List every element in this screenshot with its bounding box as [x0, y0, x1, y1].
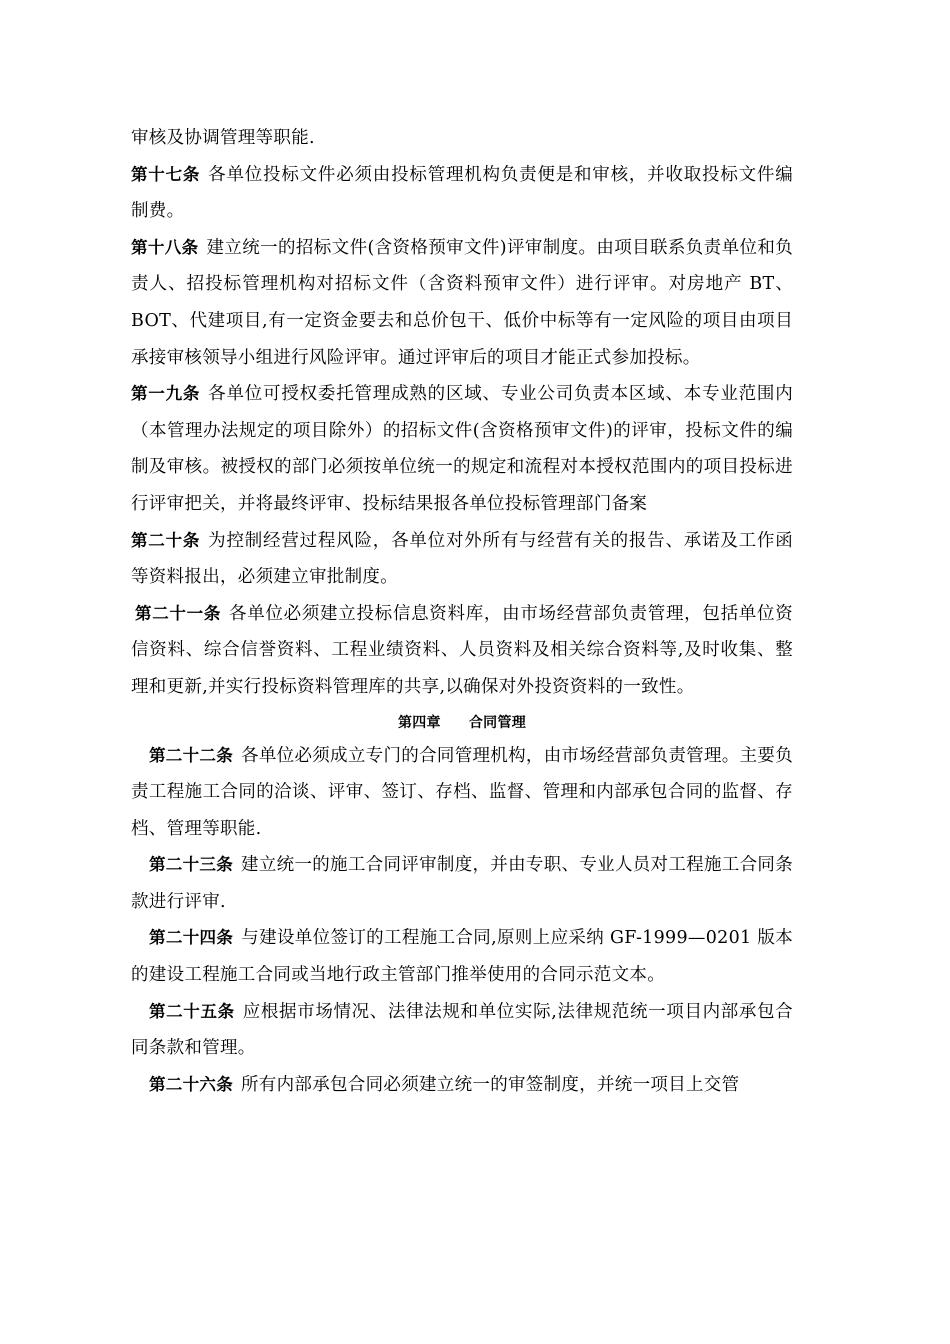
article-text: 所有内部承包合同必须建立统一的审签制度，并统一项目上交管 [241, 1074, 740, 1095]
article-text: 各单位必须成立专门的合同管理机构，由市场经营部负责管理。主要负责工程施工合同的洽谈、评审、签订、存档、监督、管理和内部承包合同的监督、存档、管理等职能. [131, 745, 793, 839]
article-text: 与建设单位签订的工程施工合同,原则上应采纳 GF-1999—0201 版本的建设工程施工合同或当地行政主管部门推举使用的合同示范文本。 [131, 928, 794, 986]
article-number: 第二十二条 [149, 745, 234, 765]
article-text: 各单位投标文件必须由投标管理机构负责便是和审核，并收取投标文件编制费。 [131, 164, 793, 222]
article-24 [131, 920, 793, 993]
article-number: 第二十四条 [149, 928, 234, 948]
chapter-heading [131, 706, 793, 738]
article-number: 第二十三条 [149, 855, 234, 875]
article-25 [131, 994, 793, 1067]
article-17 [131, 157, 793, 230]
article-22 [131, 738, 793, 848]
article-number: 第二十六条 [149, 1074, 233, 1094]
document-body [131, 120, 793, 1103]
article-18 [131, 230, 793, 376]
article-19 [131, 376, 793, 522]
article-20 [131, 523, 793, 596]
article-number: 第二十条 [131, 530, 201, 550]
paragraph-text: 审核及协调管理等职能. [131, 128, 315, 148]
article-text: 各单位必须建立投标信息资料库，由市场经营部负责管理，包括单位资信资料、综合信誉资料、工程业绩资料、人员资料及相关综合资料等,及时收集、整理和更新,并实行投标资料管理库的共享,以确保对外投资资料的一致性。 [131, 603, 793, 697]
article-number: 第十七条 [131, 164, 201, 184]
article-number: 第二十一条 [135, 603, 222, 623]
article-text: 建立统一的施工合同评审制度，并由专职、专业人员对工程施工合同条款进行评审. [131, 855, 793, 912]
article-text: 为控制经营过程风险，各单位对外所有与经营有关的报告、承诺及工作函等资料报出，必须建立审批制度。 [131, 530, 793, 588]
chapter-number: 第四章 [397, 714, 441, 731]
article-number: 第一九条 [131, 384, 201, 404]
article-text: 建立统一的招标文件(含资格预审文件)评审制度。由项目联系负责单位和负责人、招投标管理机构对招标文件（含资料预审文件）进行评审。对房地产 BT、BOT、代建项目,有一定资金要去和总价包干、低价中标等有一定风险的项目由项目承接审核领导小组进行风险评审。通过评审后的项目才能正式参加投标。 [131, 237, 794, 368]
article-text: 应根据市场情况、法律法规和单位实际,法律规范统一项目内部承包合同条款和管理。 [131, 1001, 793, 1059]
article-number: 第二十五条 [149, 1001, 235, 1021]
article-21 [131, 596, 793, 706]
article-number: 第十八条 [131, 237, 199, 257]
article-23 [131, 847, 793, 920]
article-26 [131, 1067, 793, 1104]
paragraph-continuation [131, 120, 793, 157]
article-text: 各单位可授权委托管理成熟的区域、专业公司负责本区域、本专业范围内（本管理办法规定的项目除外）的招标文件(含资格预审文件)的评审，投标文件的编制及审核。被授权的部门必须按单位统一的规定和流程对本授权范围内的项目投标进行评审把关，并将最终评审、投标结果报各单位投标管理部门备案 [131, 384, 793, 514]
chapter-title: 合同管理 [468, 714, 527, 731]
